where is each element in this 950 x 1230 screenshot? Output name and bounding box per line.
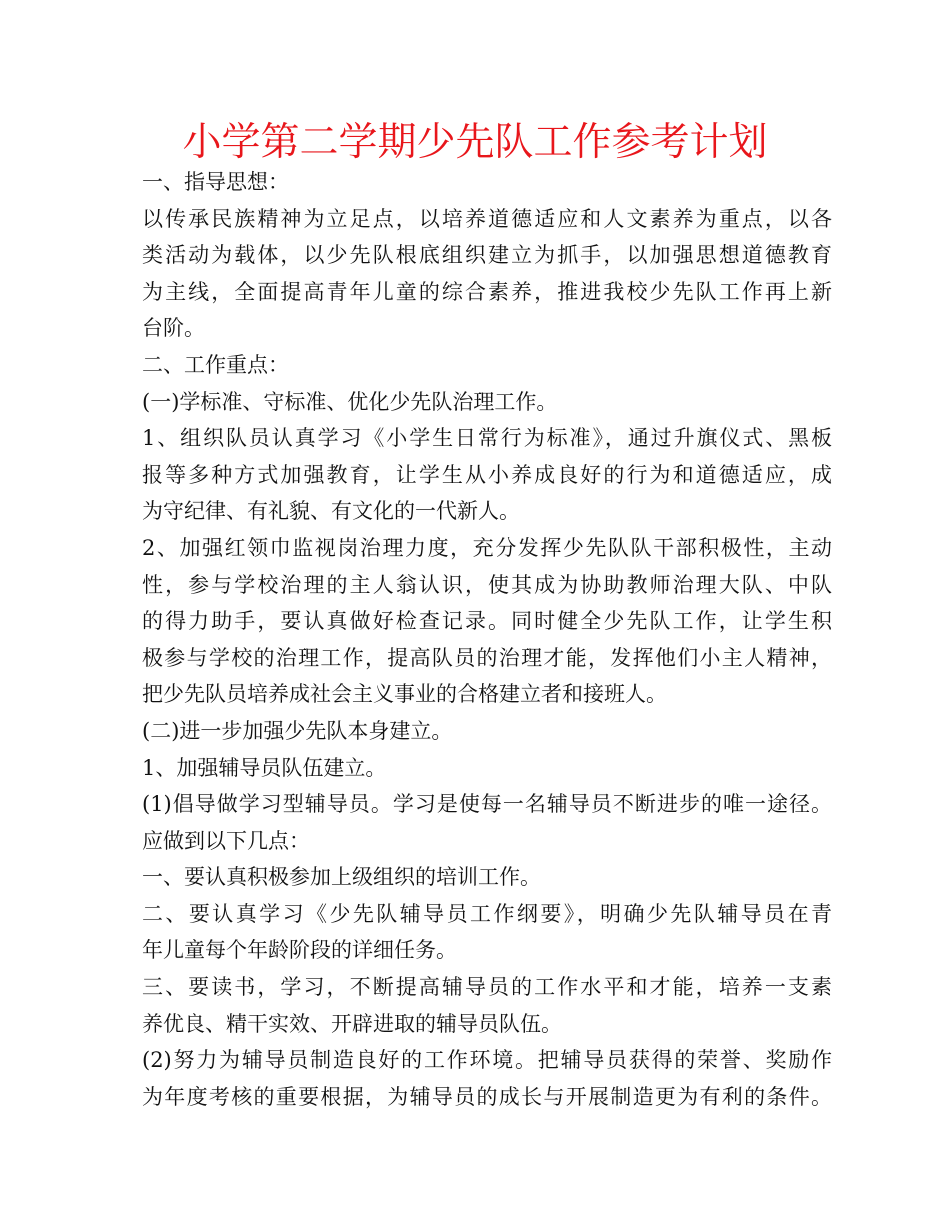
text-line: 极参与学校的治理工作，提高队员的治理才能，发挥他们小主人精神， bbox=[142, 645, 832, 670]
text-line: (一)学标准、守标准、优化少先队治理工作。 bbox=[142, 389, 558, 414]
text-line: 1、组织队员认真学习《小学生日常行为标准》，通过升旗仪式、黑板 bbox=[142, 426, 832, 451]
text-line: 三、要读书，学习，不断提高辅导员的工作水平和才能，培养一支素 bbox=[142, 975, 832, 1000]
text-line: 把少先队员培养成社会主义事业的合格建立者和接班人。 bbox=[142, 682, 667, 707]
text-line: 类活动为载体，以少先队根底组织建立为抓手，以加强思想道德教育 bbox=[142, 243, 832, 268]
text-line: 为主线，全面提高青年儿童的综合素养，推进我校少先队工作再上新 bbox=[142, 279, 832, 304]
text-line: 养优良、精干实效、开辟进取的辅导员队伍。 bbox=[142, 1011, 562, 1036]
document-body bbox=[142, 164, 832, 1115]
text-line: 以传承民族精神为立足点，以培养道德适应和人文素养为重点，以各 bbox=[142, 206, 832, 231]
document-title: 小学第二学期少先队工作参考计划 bbox=[182, 120, 768, 165]
text-line: 一、指导思想： bbox=[142, 170, 289, 194]
text-line: 的得力助手，要认真做好检查记录。同时健全少先队工作，让学生积 bbox=[142, 609, 832, 634]
text-line: 1、加强辅导员队伍建立。 bbox=[142, 755, 387, 780]
text-line: 二、要认真学习《少先队辅导员工作纲要》，明确少先队辅导员在青 bbox=[142, 901, 832, 926]
text-line: (二)进一步加强少先队本身建立。 bbox=[142, 718, 453, 743]
text-line: 一、要认真积极参加上级组织的培训工作。 bbox=[142, 865, 541, 890]
text-line: 应做到以下几点： bbox=[142, 828, 310, 853]
text-line: 为年度考核的重要根据，为辅导员的成长与开展制造更为有利的条件。 bbox=[142, 1084, 832, 1109]
text-line: 二、工作重点： bbox=[142, 352, 289, 377]
text-line: 台阶。 bbox=[142, 316, 205, 341]
text-line: (2)努力为辅导员制造良好的工作环境。把辅导员获得的荣誉、奖励作 bbox=[142, 1048, 832, 1073]
text-line: 性，参与学校治理的主人翁认识，使其成为协助教师治理大队、中队 bbox=[142, 572, 832, 597]
text-line: (1)倡导做学习型辅导员。学习是使每一名辅导员不断进步的唯一途径。 bbox=[142, 792, 832, 817]
text-line: 年儿童每个年龄阶段的详细任务。 bbox=[142, 938, 457, 963]
text-line: 为守纪律、有礼貌、有文化的一代新人。 bbox=[142, 499, 520, 524]
text-line: 2、加强红领巾监视岗治理力度，充分发挥少先队队干部积极性，主动 bbox=[142, 535, 832, 560]
text-line: 报等多种方式加强教育，让学生从小养成良好的行为和道德适应，成 bbox=[142, 462, 832, 487]
